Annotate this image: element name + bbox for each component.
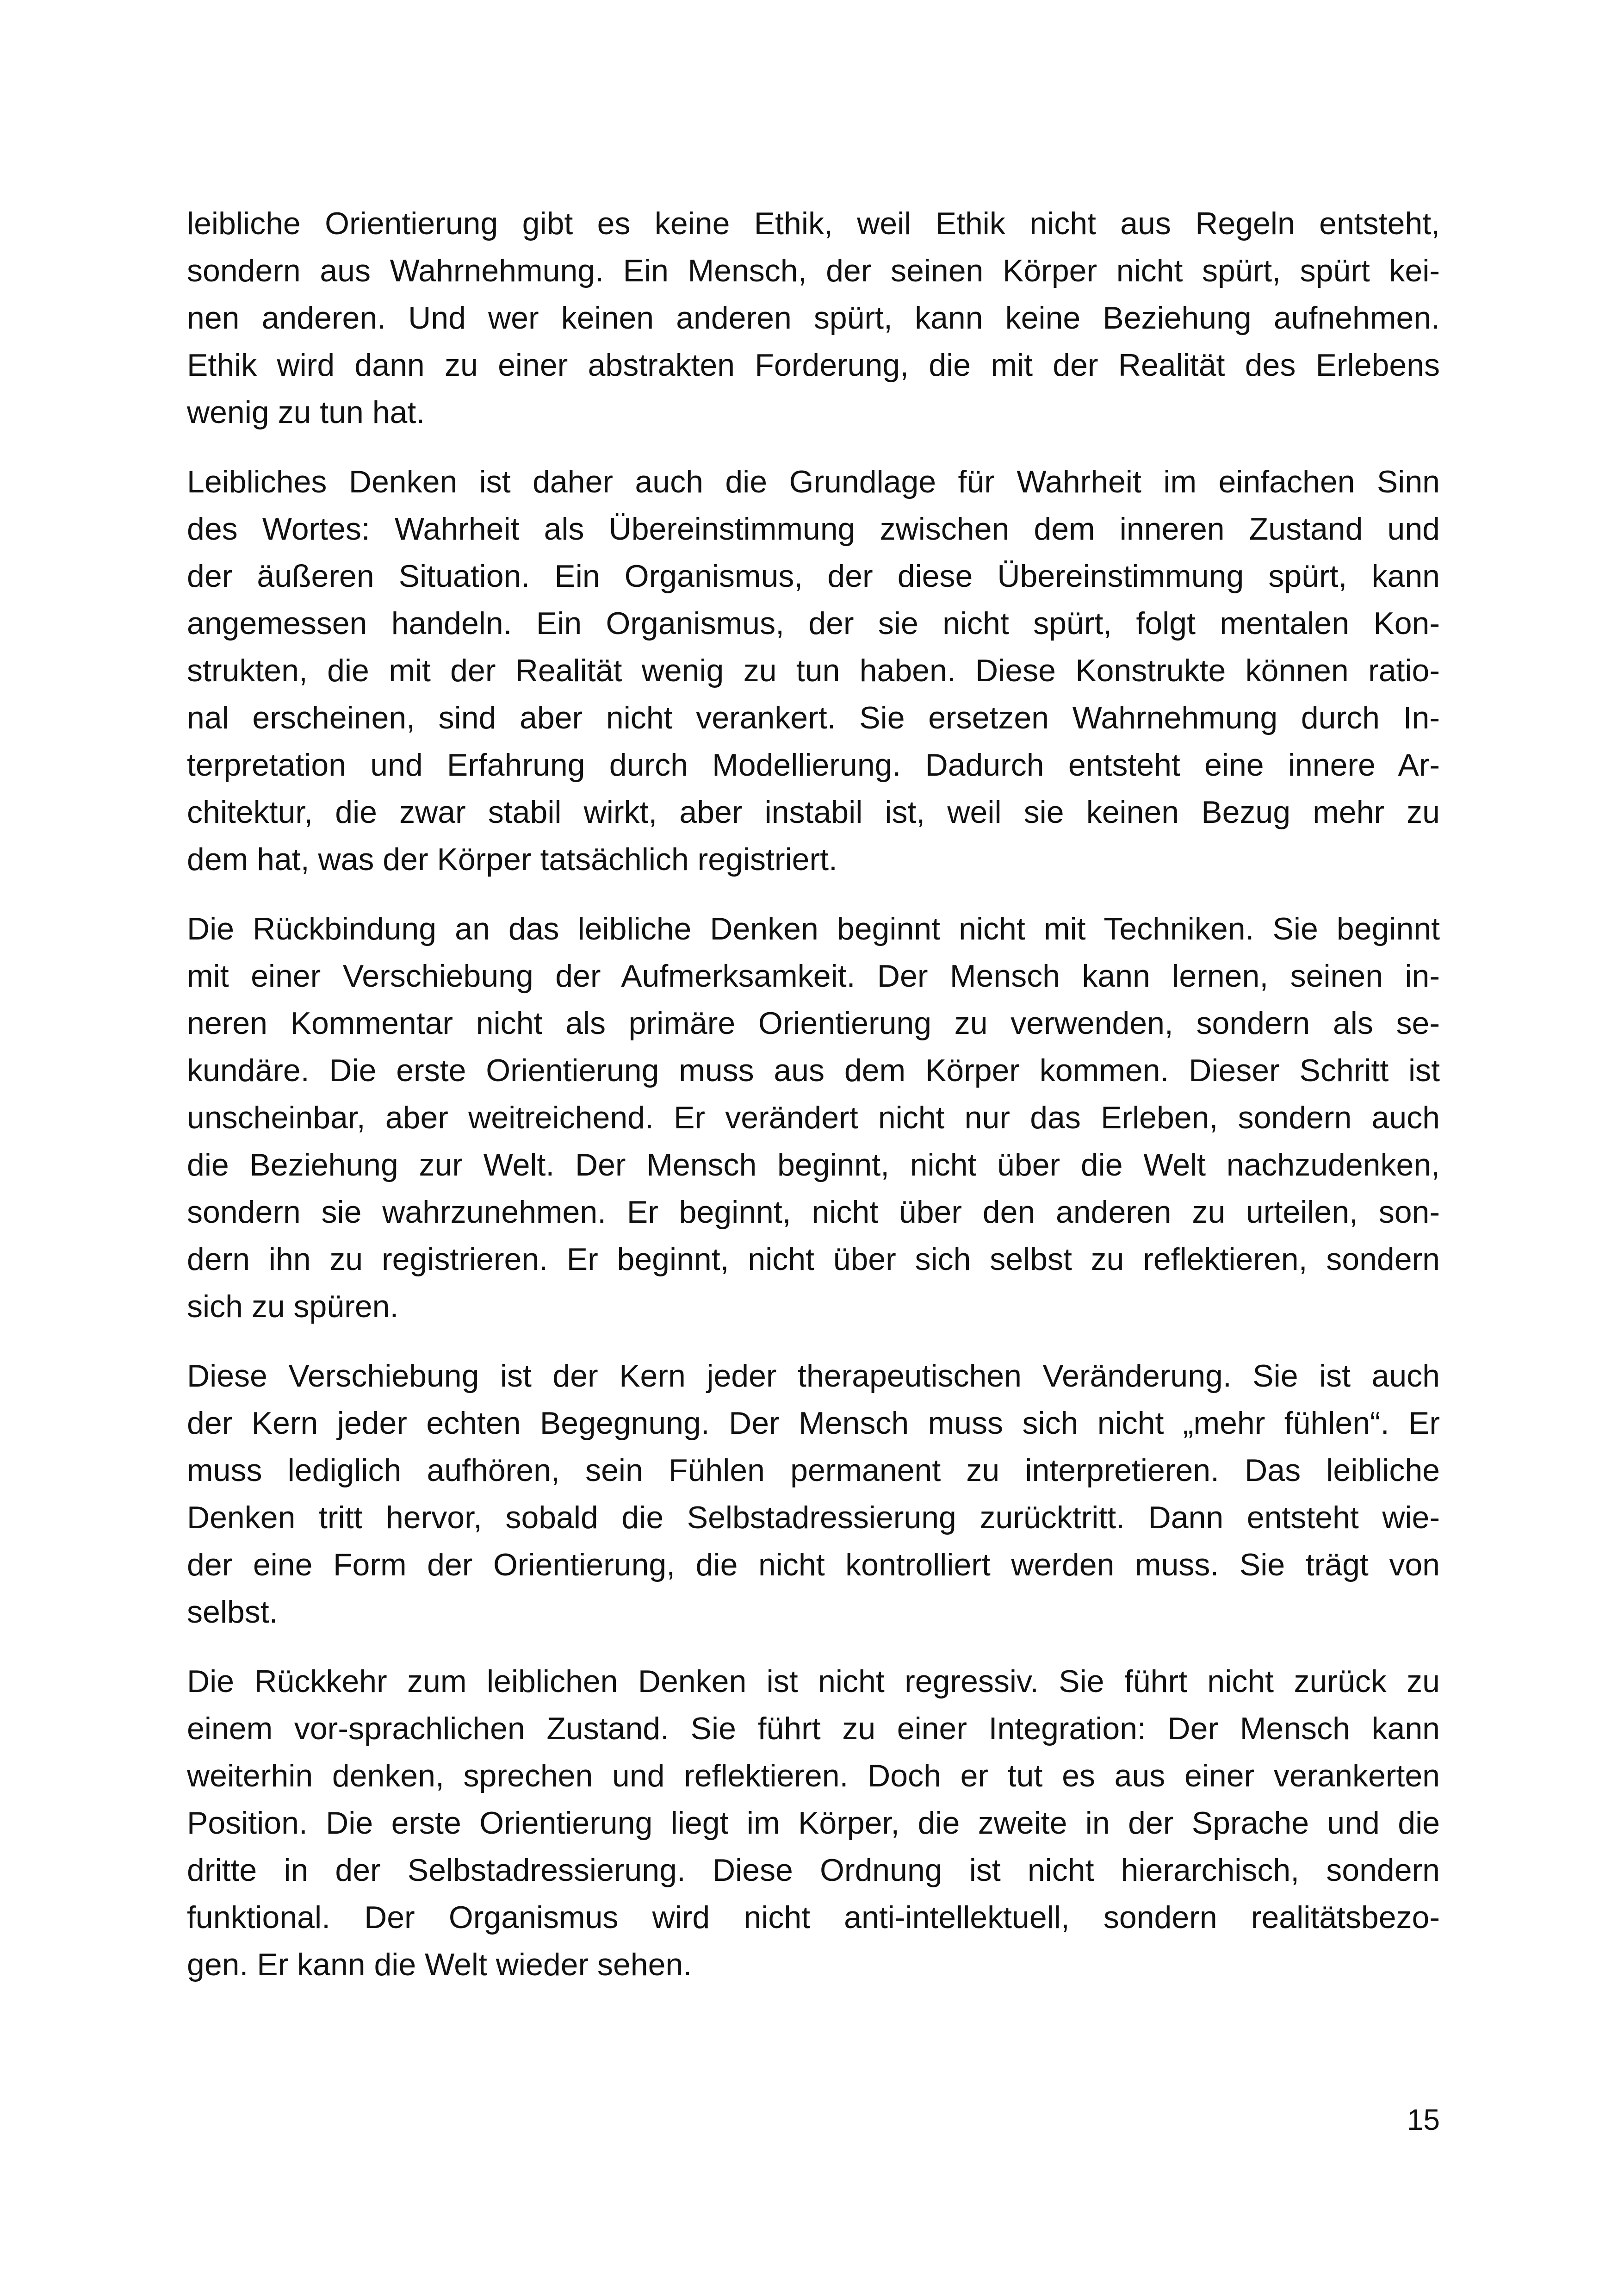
text-line: selbst. [187, 1594, 278, 1630]
text-line: angemessen handeln. Ein Organismus, der sie nicht spürt, folgt mentalen Kon- [187, 606, 1440, 641]
text-line: Position. Die erste Orientierung liegt im Körper, die zweite in der Sprache und die [187, 1805, 1440, 1841]
text-line: Leibliches Denken ist daher auch die Grundlage für Wahrheit im einfachen Sinn [187, 464, 1440, 499]
text-line: Die Rückbindung an das leibliche Denken beginnt nicht mit Techniken. Sie beginnt [187, 911, 1440, 946]
text-line: mit einer Verschiebung der Aufmerksamkeit. Der Mensch kann lernen, seinen in- [187, 958, 1440, 994]
text-line: sondern sie wahrzunehmen. Er beginnt, nicht über den anderen zu urteilen, son- [187, 1195, 1440, 1230]
text-line: einem vor-sprachlichen Zustand. Sie führt zu einer Integration: Der Mensch kann [187, 1711, 1440, 1746]
text-line: nen anderen. Und wer keinen anderen spürt, kann keine Beziehung aufnehmen. [187, 300, 1440, 336]
text-line: unscheinbar, aber weitreichend. Er verändert nicht nur das Erleben, sondern auch [187, 1100, 1440, 1135]
text-line: sich zu spüren. [187, 1289, 399, 1324]
text-line: Denken tritt hervor, sobald die Selbstadressierung zurücktritt. Dann entsteht wie- [187, 1500, 1440, 1535]
page-number: 15 [1407, 2103, 1440, 2136]
text-line: terpretation und Erfahrung durch Modellierung. Dadurch entsteht eine innere Ar- [187, 747, 1440, 783]
text-line: gen. Er kann die Welt wieder sehen. [187, 1947, 692, 1982]
text-line: wenig zu tun hat. [187, 395, 425, 430]
text-line: die Beziehung zur Welt. Der Mensch beginnt, nicht über die Welt nachzudenken, [187, 1147, 1440, 1182]
text-line: Die Rückkehr zum leiblichen Denken ist nicht regressiv. Sie führt nicht zurück zu [187, 1664, 1440, 1699]
text-line: der äußeren Situation. Ein Organismus, der diese Übereinstimmung spürt, kann [187, 559, 1440, 594]
text-line: dem hat, was der Körper tatsächlich registriert. [187, 842, 837, 877]
text-line: kundäre. Die erste Orientierung muss aus dem Körper kommen. Dieser Schritt ist [187, 1053, 1440, 1088]
text-line: leibliche Orientierung gibt es keine Ethik, weil Ethik nicht aus Regeln entsteht, [187, 206, 1440, 241]
paragraph [187, 200, 1440, 436]
paragraph [187, 1658, 1440, 1988]
text-line: dern ihn zu registrieren. Er beginnt, nicht über sich selbst zu reflektieren, sondern [187, 1242, 1440, 1277]
text-line: der eine Form der Orientierung, die nicht kontrolliert werden muss. Sie trägt von [187, 1547, 1440, 1582]
text-line: Ethik wird dann zu einer abstrakten Forderung, die mit der Realität des Erlebens [187, 348, 1440, 383]
paragraph [187, 458, 1440, 883]
text-line: dritte in der Selbstadressierung. Diese Ordnung ist nicht hierarchisch, sondern [187, 1853, 1440, 1888]
text-line: weiterhin denken, sprechen und reflektieren. Doch er tut es aus einer verankerten [187, 1758, 1440, 1793]
body-text [187, 200, 1440, 2010]
text-line: Diese Verschiebung ist der Kern jeder therapeutischen Veränderung. Sie ist auch [187, 1358, 1440, 1394]
text-line: sondern aus Wahrnehmung. Ein Mensch, der seinen Körper nicht spürt, spürt kei- [187, 253, 1440, 288]
text-line: des Wortes: Wahrheit als Übereinstimmung zwischen dem inneren Zustand und [187, 511, 1440, 547]
text-line: neren Kommentar nicht als primäre Orientierung zu verwenden, sondern als se- [187, 1006, 1440, 1041]
text-line: funktional. Der Organismus wird nicht anti-intellektuell, sondern realitätsbezo- [187, 1900, 1440, 1935]
text-line: strukten, die mit der Realität wenig zu tun haben. Diese Konstrukte können ratio- [187, 653, 1440, 688]
text-line: chitektur, die zwar stabil wirkt, aber instabil ist, weil sie keinen Bezug mehr zu [187, 795, 1440, 830]
text-line: der Kern jeder echten Begegnung. Der Mensch muss sich nicht „mehr fühlen“. Er [187, 1406, 1440, 1441]
text-line: nal erscheinen, sind aber nicht verankert. Sie ersetzen Wahrnehmung durch In- [187, 700, 1440, 735]
paragraph [187, 905, 1440, 1330]
paragraph [187, 1352, 1440, 1636]
text-line: muss lediglich aufhören, sein Fühlen permanent zu interpretieren. Das leibliche [187, 1453, 1440, 1488]
